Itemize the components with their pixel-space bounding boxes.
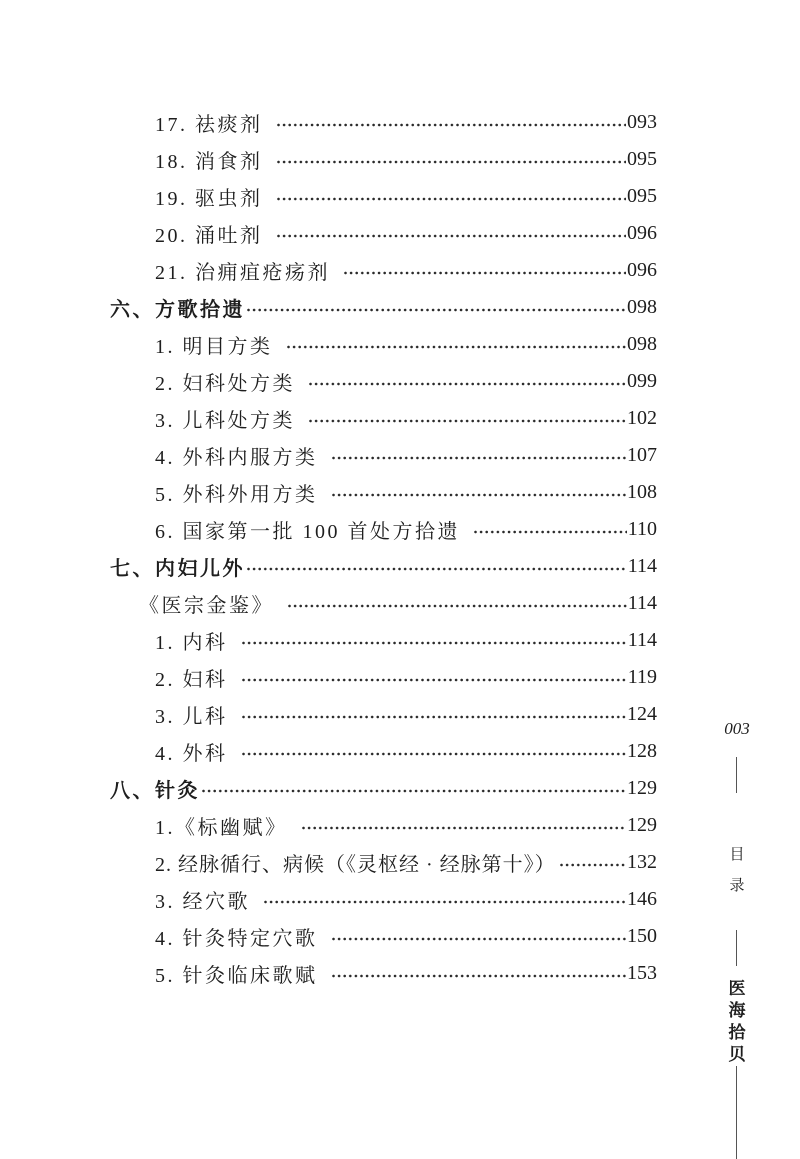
toc-entry: [0, 659, 657, 696]
toc-entry: [0, 733, 657, 770]
chapter-title-char: 目: [729, 847, 745, 863]
toc-entry-page: 146: [627, 888, 657, 910]
toc-entry: [0, 363, 657, 400]
toc-entry-label: 3. 儿科: [155, 706, 228, 728]
dot-leader: [332, 493, 627, 497]
toc-entry-label: 5. 针灸临床歌赋: [155, 965, 318, 987]
toc-entry-label: 3. 儿科处方类: [155, 410, 295, 432]
dot-leader: [242, 678, 627, 682]
running-head-divider: [736, 757, 737, 793]
toc-entry: [0, 622, 657, 659]
chapter-title-char: 录: [729, 878, 745, 894]
book-title-char: 医: [728, 979, 746, 998]
toc-section: [0, 289, 657, 326]
toc-section-page: 114: [627, 555, 657, 577]
running-head-divider: [736, 930, 737, 966]
toc-entry: [0, 918, 657, 955]
toc-entry-page: 096: [627, 222, 657, 244]
dot-leader: [344, 271, 626, 275]
toc-entry-label: 21. 治痈疽疮疡剂: [155, 262, 330, 284]
toc-section-label: 六、方歌拾遗: [110, 299, 245, 321]
book-title-char: 贝: [728, 1045, 746, 1064]
toc-entry: [0, 178, 657, 215]
toc-entry-page: 132: [627, 851, 657, 873]
dot-leader: [288, 604, 627, 608]
toc-entry-page: 128: [627, 740, 657, 762]
toc-entry-label: 1.《标幽赋》: [155, 817, 288, 839]
dot-leader: [277, 197, 627, 201]
toc-entry: [0, 141, 657, 178]
toc-entry: [0, 511, 657, 548]
toc-entry-page: 093: [627, 111, 657, 133]
toc-entry-label: 19. 驱虫剂: [155, 188, 263, 210]
toc-entry: [0, 215, 657, 252]
toc-entry-label: 4. 外科: [155, 743, 228, 765]
dot-leader: [302, 826, 627, 830]
toc-entry-label: 1. 明目方类: [155, 336, 273, 358]
toc-entry-page: 129: [627, 814, 657, 836]
toc-section-page: 098: [627, 296, 657, 318]
dot-leader: [202, 789, 626, 793]
toc-entry-label: 20. 涌吐剂: [155, 225, 263, 247]
dot-leader: [287, 345, 627, 349]
dot-leader: [332, 456, 627, 460]
dot-leader: [309, 382, 626, 386]
dot-leader: [332, 974, 627, 978]
toc-entry-page: 102: [627, 407, 657, 429]
table-of-contents: [0, 104, 800, 992]
toc-entry: [0, 881, 657, 918]
toc-entry-page: 150: [627, 925, 657, 947]
toc-entry-page: 153: [627, 962, 657, 984]
toc-entry-label: 17. 祛痰剂: [155, 114, 263, 136]
dot-leader: [332, 937, 627, 941]
toc-entry-label: 4. 针灸特定穴歌: [155, 928, 318, 950]
toc-entry-label: 6. 国家第一批 100 首处方拾遗: [155, 521, 460, 543]
toc-entry-label: 1. 内科: [155, 632, 228, 654]
running-head-divider: [736, 1066, 737, 1159]
toc-entry: [0, 696, 657, 733]
dot-leader: [247, 567, 627, 571]
toc-entry-label: 18. 消食剂: [155, 151, 263, 173]
toc-entry-page: 107: [627, 444, 657, 466]
dot-leader: [277, 123, 627, 127]
toc-section-label: 七、内妇儿外: [110, 558, 245, 580]
dot-leader: [277, 160, 627, 164]
dot-leader: [242, 641, 627, 645]
dot-leader: [277, 234, 627, 238]
dot-leader: [242, 752, 627, 756]
toc-section-label: 八、针灸: [110, 780, 200, 802]
toc-entry: [0, 437, 657, 474]
toc-entry-page: 096: [627, 259, 657, 281]
toc-entry: [0, 326, 657, 363]
toc-entry-page: 110: [627, 518, 657, 540]
toc-entry-page: 095: [627, 148, 657, 170]
toc-entry: [0, 252, 657, 289]
toc-section: [0, 548, 657, 585]
toc-entry: [0, 807, 657, 844]
toc-entry-page: 114: [627, 592, 657, 614]
dot-leader: [474, 530, 627, 534]
toc-section-page: 129: [627, 777, 657, 799]
toc-entry-label: 2. 经脉循行、病候（《灵枢经 · 经脉第十》）: [155, 854, 556, 876]
toc-entry: [0, 400, 657, 437]
toc-entry: [0, 585, 657, 622]
toc-entry: [0, 474, 657, 511]
page-number: 003: [724, 719, 750, 738]
toc-entry-label: 《医宗金鉴》: [139, 595, 274, 617]
dot-leader: [309, 419, 626, 423]
toc-entry: [0, 955, 657, 992]
toc-entry-page: 119: [627, 666, 657, 688]
dot-leader: [247, 308, 626, 312]
toc-entry-label: 2. 妇科处方类: [155, 373, 295, 395]
toc-entry-page: 124: [627, 703, 657, 725]
dot-leader: [560, 863, 626, 867]
toc-entry-page: 095: [627, 185, 657, 207]
toc-entry: [0, 844, 657, 881]
toc-entry-page: 108: [627, 481, 657, 503]
toc-entry-page: 098: [627, 333, 657, 355]
toc-entry-page: 099: [627, 370, 657, 392]
toc-entry-label: 3. 经穴歌: [155, 891, 250, 913]
toc-entry-label: 4. 外科内服方类: [155, 447, 318, 469]
book-title-char: 海: [728, 1001, 746, 1020]
dot-leader: [264, 900, 626, 904]
toc-section: [0, 770, 657, 807]
toc-entry-label: 5. 外科外用方类: [155, 484, 318, 506]
toc-entry: [0, 104, 657, 141]
dot-leader: [242, 715, 627, 719]
toc-entry-page: 114: [627, 629, 657, 651]
book-title-char: 拾: [728, 1023, 746, 1042]
toc-entry-label: 2. 妇科: [155, 669, 228, 691]
